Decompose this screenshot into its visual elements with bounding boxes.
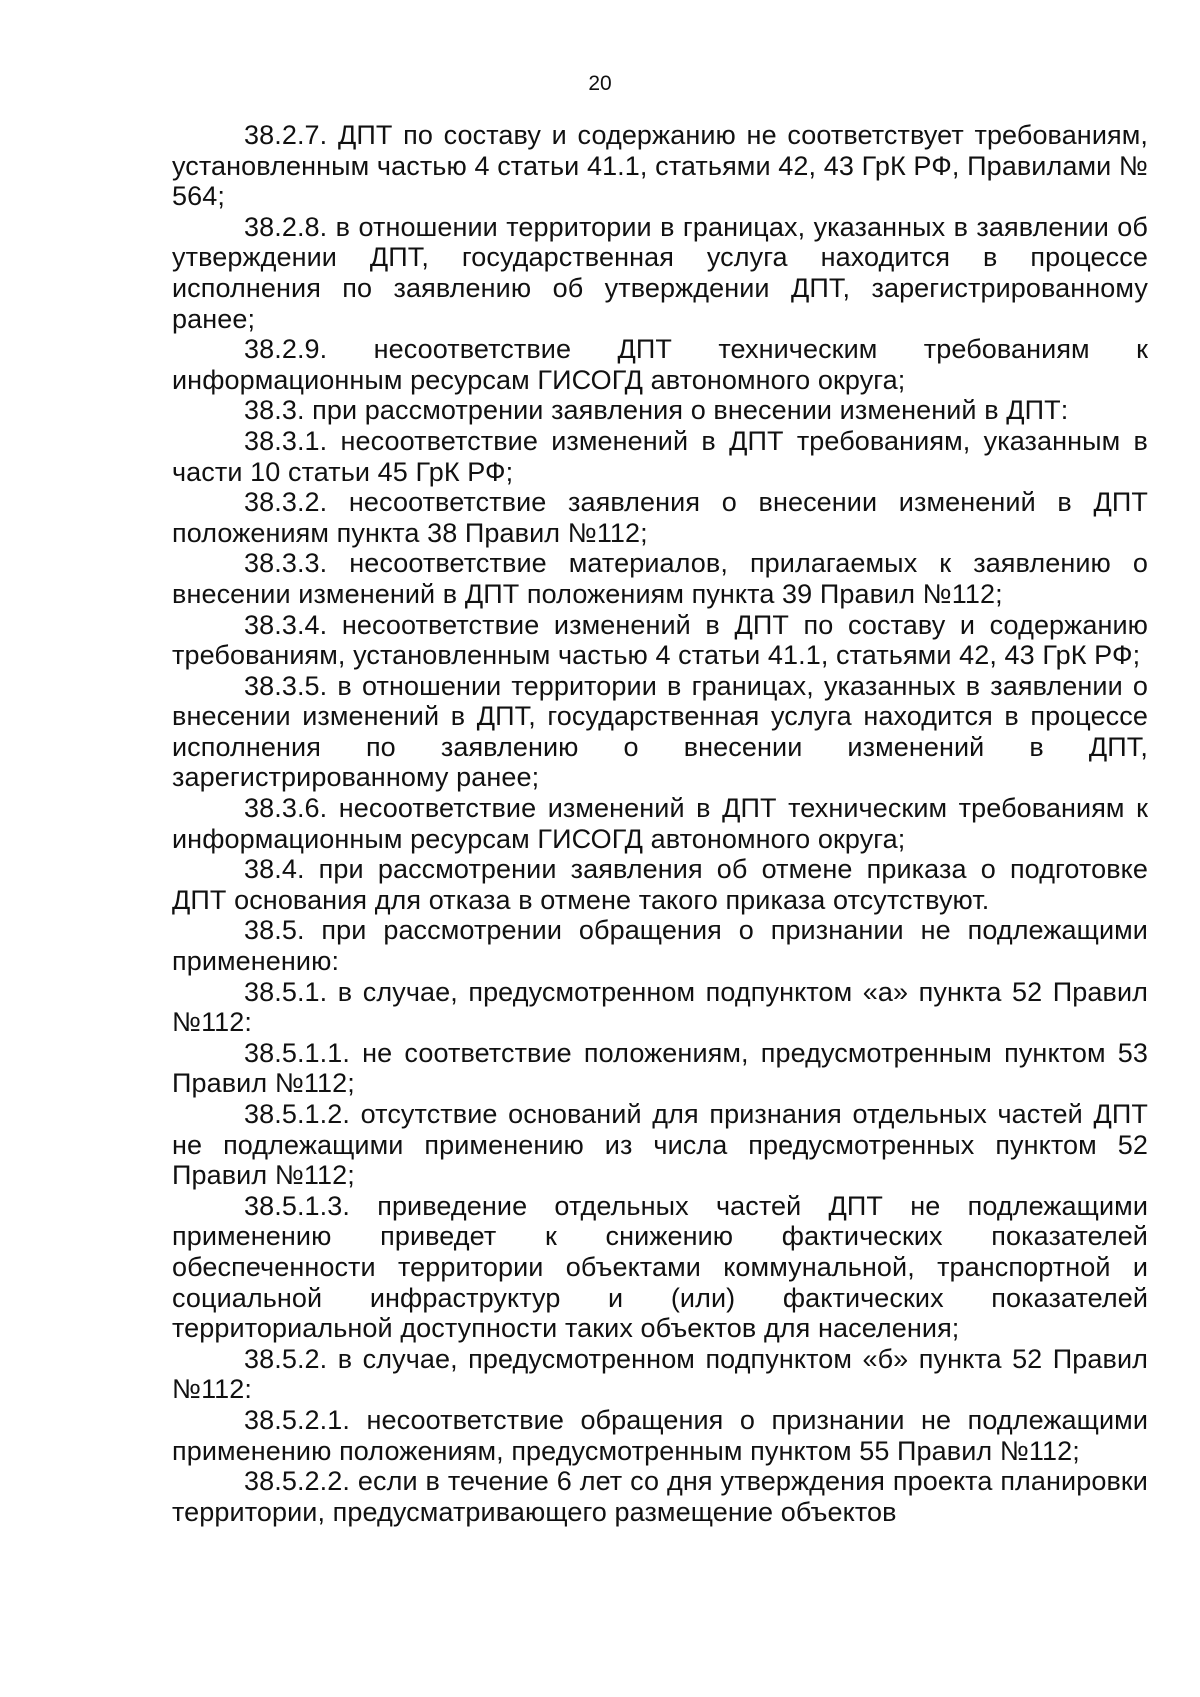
paragraph-38-3-2: 38.3.2. несоответствие заявления о внесении изменений в ДПТ положениям пункта 38 Правил №112; (172, 487, 1148, 548)
page-number: 20 (588, 72, 612, 95)
paragraph-38-5-2-1: 38.5.2.1. несоответствие обращения о признании не подлежащими применению положениям, предусмотренным пунктом 55 Правил №112; (172, 1404, 1148, 1466)
paragraph-38-3-5: 38.3.5. в отношении территории в границах, указанных в заявлении о внесении изменений в ДПТ, государственная услуга находится в процессе исполнения по заявлению о внесении изменений в ДПТ, зарегистрированному ранее; (172, 670, 1148, 793)
paragraph-38-5-1-2: 38.5.1.2. отсутствие оснований для признания отдельных частей ДПТ не подлежащими применению из числа предусмотренных пунктом 52 Правил №112; (172, 1099, 1148, 1191)
paragraph-38-3: 38.3. при рассмотрении заявления о внесении изменений в ДПТ: (244, 395, 1069, 426)
paragraph-38-5-1-3: 38.5.1.3. приведение отдельных частей ДПТ не подлежащими применению приведет к снижению фактических показателей обеспеченности территории объектами коммунальной, транспортной и социальной инфраструктур и (или) фактических показателей территориальной доступности таких объектов для населения; (172, 1190, 1148, 1344)
paragraph-38-5-2-2: 38.5.2.2. если в течение 6 лет со дня утверждения проекта планировки территории, предусматривающего размещение объектов (172, 1466, 1148, 1527)
paragraph-38-5-1: 38.5.1. в случае, предусмотренном подпунктом «а» пункта 52 Правил №112: (172, 976, 1148, 1038)
paragraph-38-3-6: 38.3.6. несоответствие изменений в ДПТ техническим требованиям к информационным ресурсам ГИСОГД автономного округа; (172, 793, 1148, 854)
paragraph-38-3-1: 38.3.1. несоответствие изменений в ДПТ требованиям, указанным в части 10 статьи 45 ГрК РФ; (172, 425, 1148, 487)
paragraph-38-3-4: 38.3.4. несоответствие изменений в ДПТ по составу и содержанию требованиям, установленным частью 4 статьи 41.1, статьями 42, 43 ГрК РФ; (172, 609, 1148, 671)
paragraph-38-3-3: 38.3.3. несоответствие материалов, прилагаемых к заявлению о внесении изменений в ДПТ положениям пункта 39 Правил №112; (172, 548, 1148, 609)
paragraph-38-2-7: 38.2.7. ДПТ по составу и содержанию не соответствует требованиям, установленным частью 4 статьи 41.1, статьями 42, 43 ГрК РФ, Правилами № 564; (172, 120, 1148, 212)
paragraph-38-5-1-1: 38.5.1.1. не соответствие положениям, предусмотренным пунктом 53 Правил №112; (172, 1037, 1148, 1099)
paragraph-38-2-8: 38.2.8. в отношении территории в границах, указанных в заявлении об утверждении ДПТ, государственная услуга находится в процессе исполнения по заявлению об утверждении ДПТ, зарегистрированному ранее; (172, 211, 1148, 334)
paragraph-38-5: 38.5. при рассмотрении обращения о признании не подлежащими применению: (172, 915, 1148, 977)
document-body (172, 120, 1148, 1527)
paragraph-38-2-9: 38.2.9. несоответствие ДПТ техническим требованиям к информационным ресурсам ГИСОГД автономного округа; (172, 334, 1148, 395)
paragraph-38-5-2: 38.5.2. в случае, предусмотренном подпунктом «б» пункта 52 Правил №112: (172, 1343, 1148, 1405)
paragraph-38-4: 38.4. при рассмотрении заявления об отмене приказа о подготовке ДПТ основания для отказа в отмене такого приказа отсутствуют. (172, 854, 1148, 915)
